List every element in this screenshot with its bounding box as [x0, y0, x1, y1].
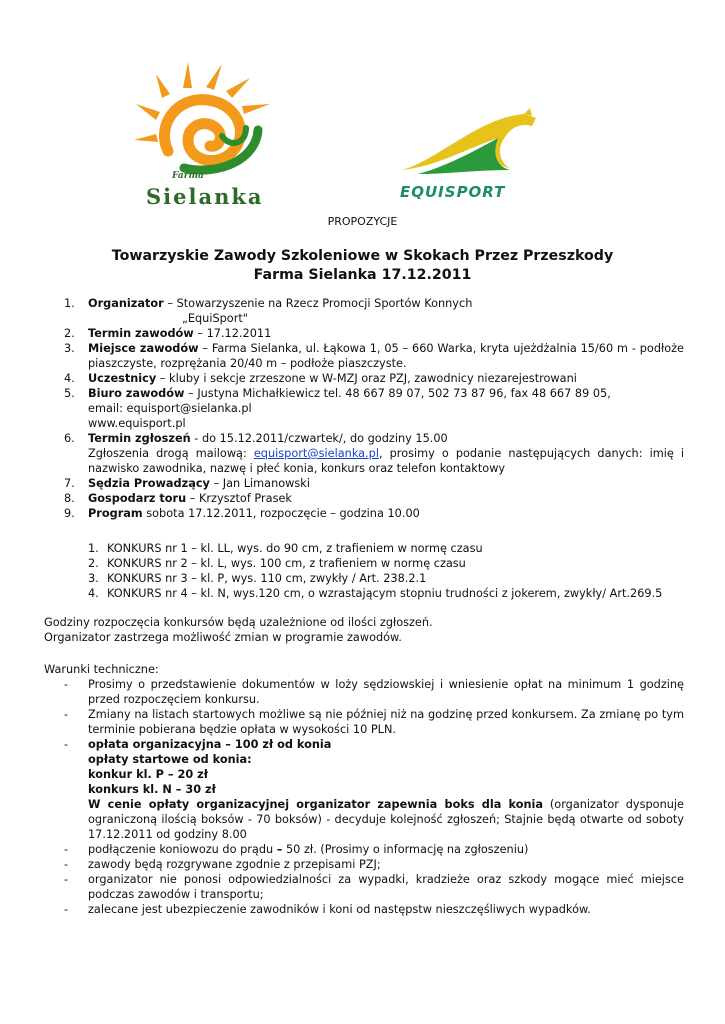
list-item — [44, 431, 684, 476]
title-line-1: Towarzyskie Zawody Szkoleniowe w Skokach Przez Przeszkody — [111, 248, 614, 264]
item-text: – kluby i sekcje zrzeszone w W-MZJ oraz PZJ, zawodnicy niezarejestrowani — [156, 372, 577, 385]
list-item — [44, 491, 684, 506]
item-number: 5. — [64, 387, 75, 400]
item-number: 4. — [64, 372, 75, 385]
bullet-item — [44, 902, 684, 917]
equisport-label: EQUISPORT — [400, 183, 506, 201]
list-item — [44, 386, 684, 431]
bullet-text: zalecane jest ubezpieczenie zawodników i koni od następstw nieszczęśliwych wypadków. — [88, 903, 591, 916]
item-number: 3. — [64, 342, 75, 355]
dash-marker: - — [64, 738, 69, 751]
item-text: – 17.12.2011 — [193, 327, 272, 340]
sielanka-label: Sielanka — [146, 184, 264, 209]
entry-pre-text: Zgłoszenia drogą mailową: — [88, 447, 254, 460]
item-number: 1. — [64, 297, 75, 310]
box-info-text: (organizator dysponuje ograniczoną ilością boksów - 70 boksów) - decyduje kolejność zgłoszeń; Stajnie będą otwarte od soboty 17.12.2011 od godziny 8.00 — [88, 798, 684, 841]
item-text: – Justyna Michałkiewicz tel. 48 667 89 07, 502 73 87 96, fax 48 667 89 05, — [184, 387, 611, 400]
item-number: 6. — [64, 432, 75, 445]
power-text: podłączenie koniowozu do prądu — [88, 843, 277, 856]
item-label: Gospodarz toru — [88, 492, 187, 505]
item-number: 9. — [64, 507, 75, 520]
note-line-1: Godziny rozpoczęcia konkursów będą uzależnione od ilości zgłoszeń. — [44, 616, 433, 629]
dash-marker: - — [64, 873, 69, 886]
bullet-item — [44, 677, 684, 707]
item-text: - do 15.12.2011/czwartek/, do godziny 15.00 — [190, 432, 448, 445]
list-item — [44, 326, 684, 341]
list-item — [44, 476, 684, 491]
item-label: Termin zgłoszeń — [88, 432, 191, 445]
dash-marker: - — [64, 903, 69, 916]
item-text: – Stowarzyszenie na Rzecz Promocji Sportów Konnych — [163, 297, 473, 310]
bullet-item — [44, 707, 684, 737]
konkurs-item — [44, 571, 684, 586]
bullet-item — [44, 842, 684, 857]
item-label: Biuro zawodów — [88, 387, 185, 400]
konkurs-number: 2. — [88, 557, 99, 570]
konkurs-number: 1. — [88, 542, 99, 555]
konkurs-text: KONKURS nr 3 – kl. P, wys. 110 cm, zwykły / Art. 238.2.1 — [107, 572, 427, 585]
item-number: 2. — [64, 327, 75, 340]
item-label: Sędzia Prowadzący — [88, 477, 210, 490]
item-text-cont: „EquiSport" — [182, 312, 248, 325]
konkurs-text: KONKURS nr 2 – kl. L, wys. 100 cm, z trafieniem w normę czasu — [107, 557, 466, 570]
konkurs-item — [44, 586, 684, 601]
document-body — [44, 296, 684, 917]
item-text: – Krzysztof Prasek — [186, 492, 292, 505]
fee-org: opłata organizacyjna – 100 zł od konia — [88, 738, 332, 751]
list-item — [44, 341, 684, 371]
bullet-text: Prosimy o przedstawienie dokumentów w loży sędziowskiej i wniesienie opłat na minimum 1 godzinę przed rozpoczęciem konkursu. — [88, 678, 684, 706]
power-dash: – — [276, 843, 283, 856]
item-number: 8. — [64, 492, 75, 505]
sun-spiral-icon — [126, 56, 286, 176]
equisport-logo — [398, 108, 544, 204]
bullet-item — [44, 857, 684, 872]
list-item — [44, 506, 684, 521]
item-text: sobota 17.12.2011, rozpoczęcie – godzina 10.00 — [142, 507, 420, 520]
item-label: Program — [88, 507, 143, 520]
box-info-bold: W cenie opłaty organizacyjnej organizator zapewnia boks dla konia — [88, 798, 544, 811]
konkurs-number: 3. — [88, 572, 99, 585]
dash-marker: - — [64, 708, 69, 721]
item-text: – Jan Limanowski — [209, 477, 310, 490]
item-label: Organizator — [88, 297, 164, 310]
item-label: Uczestnicy — [88, 372, 157, 385]
office-email: email: equisport@sielanka.pl — [88, 402, 252, 415]
konkurs-number: 4. — [88, 587, 99, 600]
warunki-heading: Warunki techniczne: — [44, 663, 159, 676]
fee-class-p: konkur kl. P – 20 zł — [88, 768, 208, 781]
fee-start-heading: opłaty startowe od konia: — [88, 753, 252, 766]
konkurs-item — [44, 541, 684, 556]
bullet-item — [44, 737, 684, 842]
dash-marker: - — [64, 843, 69, 856]
title-line-2: Farma Sielanka 17.12.2011 — [253, 267, 472, 283]
list-item — [44, 371, 684, 386]
bullet-text: zawody będą rozgrywane zgodnie z przepisami PZJ; — [88, 858, 381, 871]
propozycje-label: PROPOZYCJE — [327, 215, 398, 228]
bullet-item — [44, 872, 684, 902]
bullet-text: organizator nie ponosi odpowiedzialności za wypadki, kradzieże oraz szkody mogące mieć miejsce podczas zawodów i transportu; — [88, 873, 684, 901]
email-link[interactable]: equisport@sielanka.pl — [253, 447, 379, 460]
item-label: Termin zawodów — [88, 327, 194, 340]
horse-swoosh-icon — [398, 108, 544, 184]
dash-marker: - — [64, 858, 69, 871]
item-text-cont — [88, 446, 684, 476]
farma-sielanka-logo — [126, 56, 286, 216]
konkurs-text: KONKURS nr 4 – kl. N, wys.120 cm, o wzrastającym stopniu trudności z jokerem, zwykły/ Art.269.5 — [107, 587, 663, 600]
item-text: – Farma Sielanka, ul. Łąkowa 1, 05 – 660 Warka, kryta ujeżdżalnia 15/60 m - podłoże piaszczyste, rozprężania 20/40 m – podłoże piaszczyste. — [88, 342, 684, 370]
note-line-2: Organizator zastrzega możliwość zmian w programie zawodów. — [44, 631, 402, 644]
bullet-text: Zmiany na listach startowych możliwe są nie później niż na godzinę przed konkursem. Za zmianę po tym terminie pobierana będzie opłata w wysokości 10 PLN. — [88, 708, 684, 736]
page-title — [0, 247, 725, 285]
list-item — [44, 296, 684, 326]
konkurs-item — [44, 556, 684, 571]
office-www: www.equisport.pl — [88, 417, 186, 430]
item-label: Miejsce zawodów — [88, 342, 199, 355]
entry-post-text: , prosimy o podanie następujących danych: imię i nazwisko zawodnika, nazwę i płeć konia, konkurs oraz telefon kontaktowy — [88, 447, 684, 475]
item-number: 7. — [64, 477, 75, 490]
dash-marker: - — [64, 678, 69, 691]
power-price: 50 zł. (Prosimy o informację na zgłoszeniu) — [282, 843, 529, 856]
fee-class-n: konkurs kl. N – 30 zł — [88, 783, 216, 796]
farma-label: Farma — [172, 171, 204, 181]
konkurs-text: KONKURS nr 1 – kl. LL, wys. do 90 cm, z trafieniem w normę czasu — [107, 542, 483, 555]
